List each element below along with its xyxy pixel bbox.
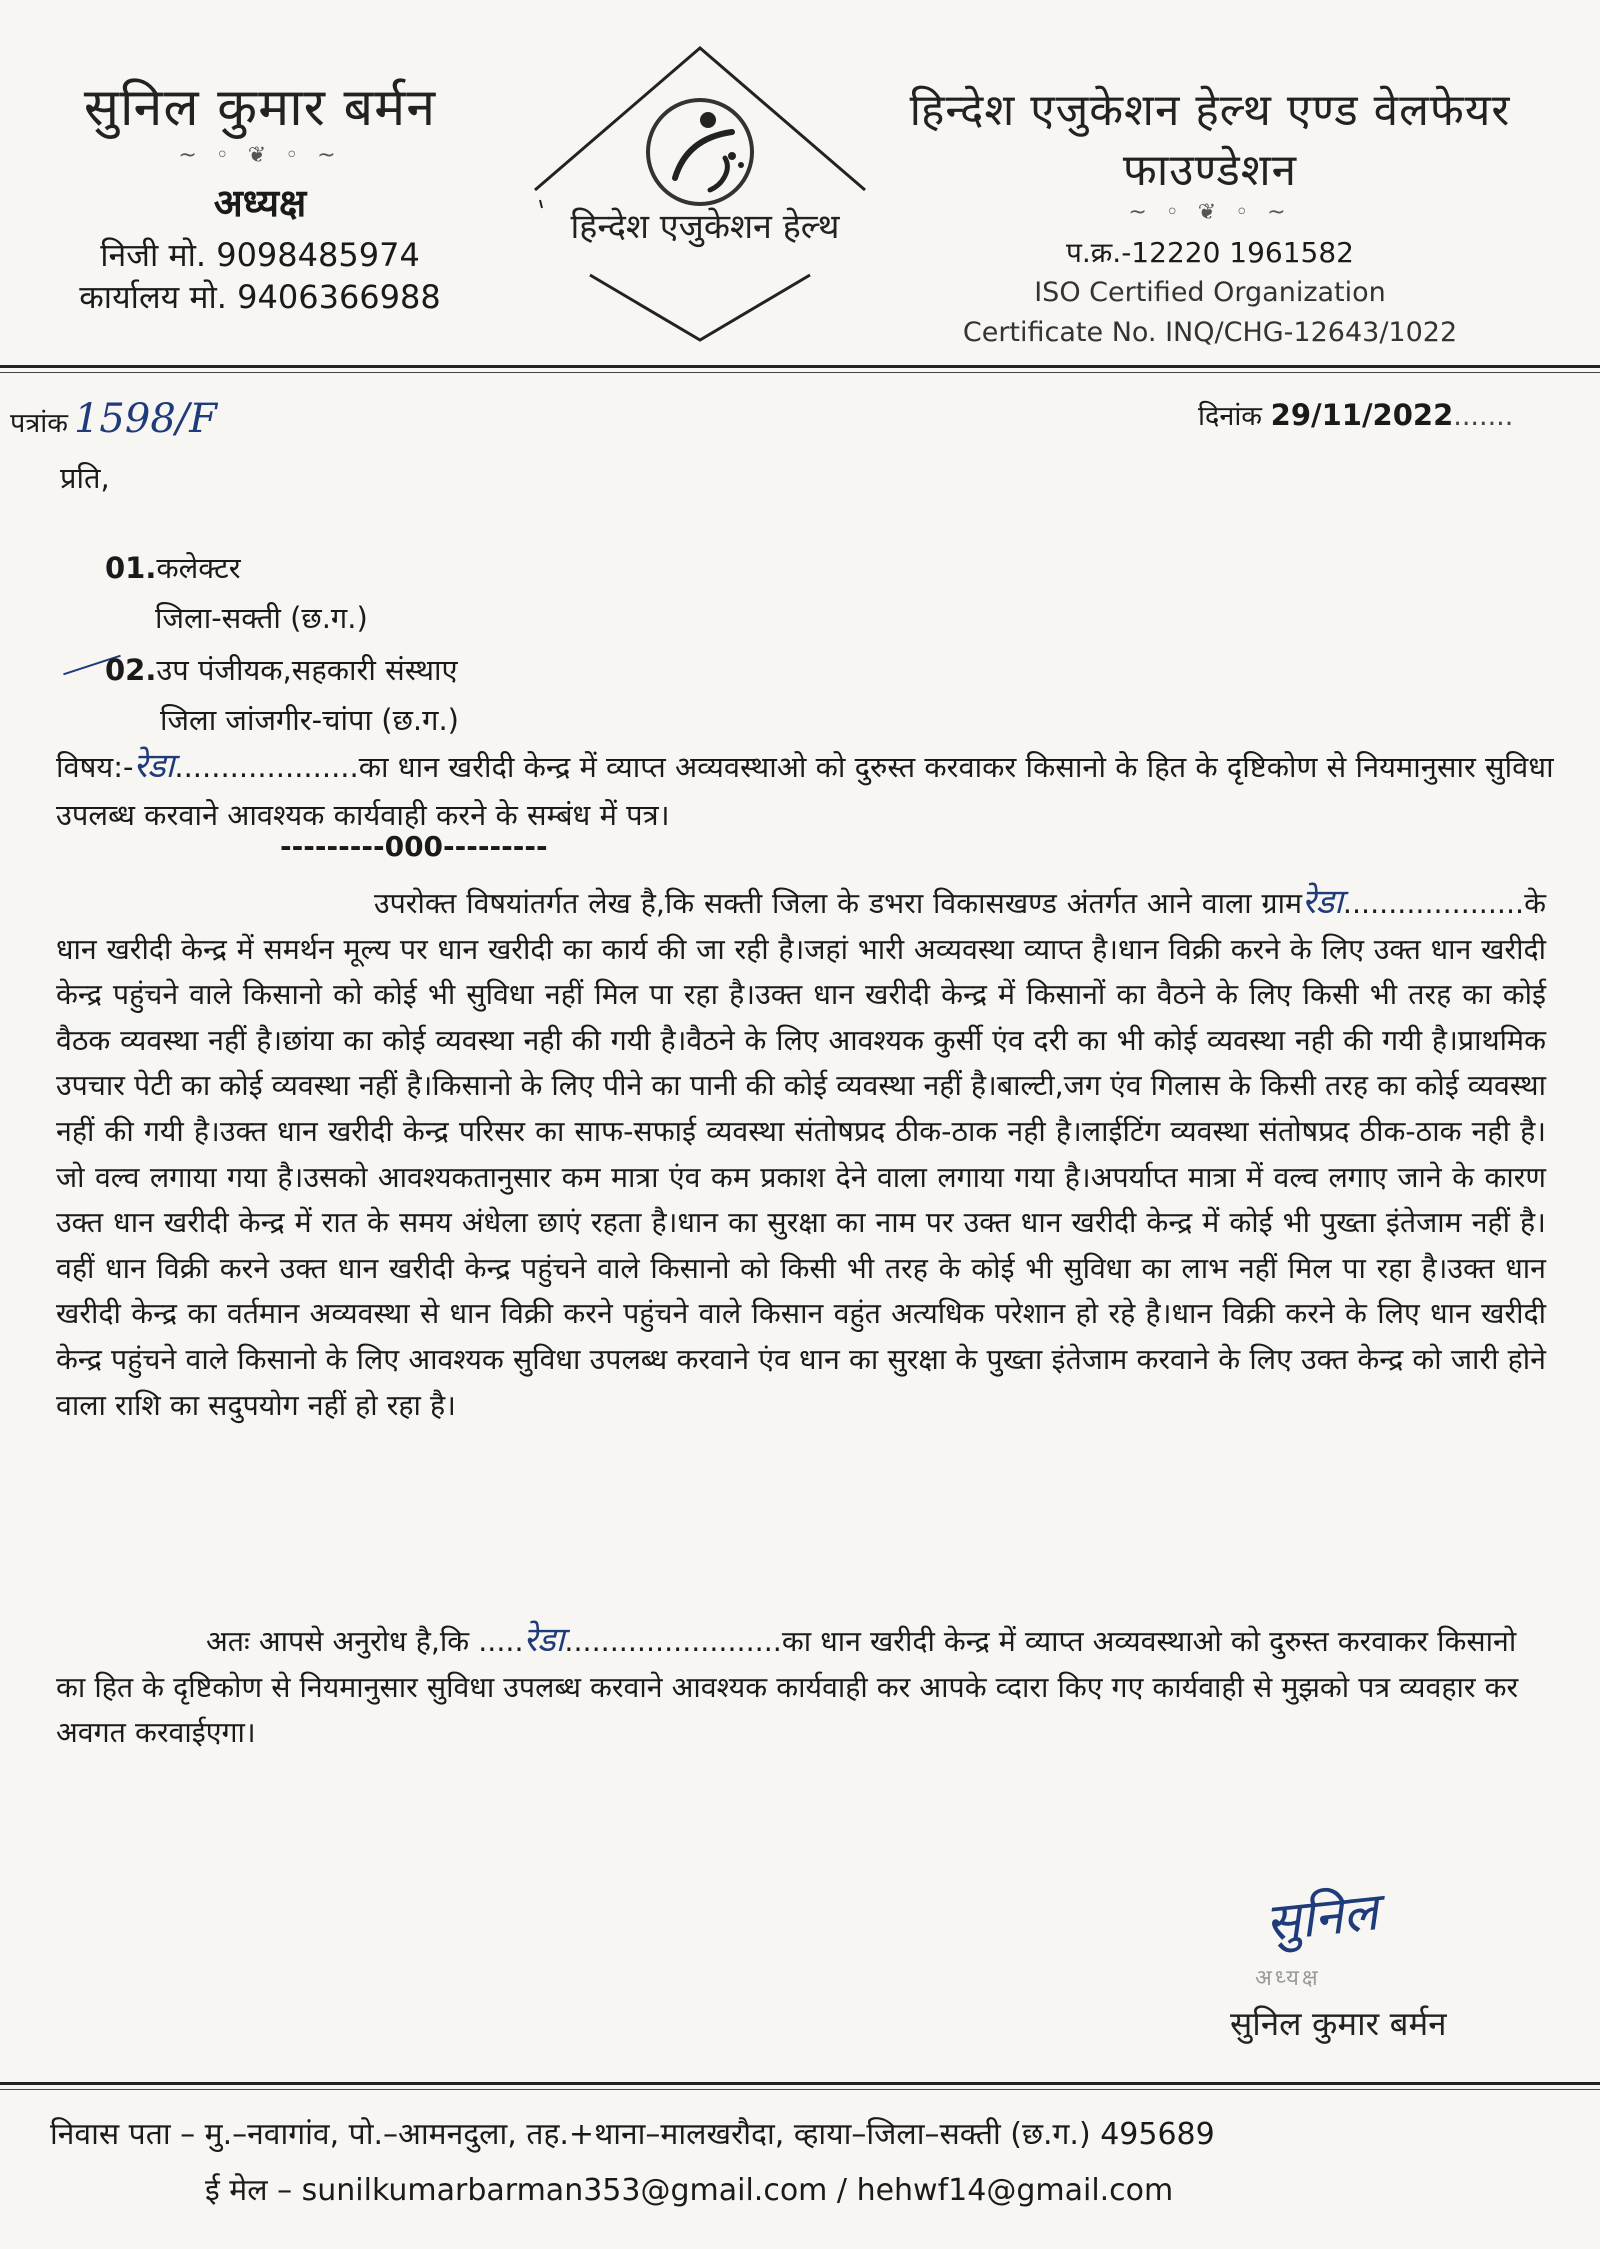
header-divider-thin xyxy=(0,372,1600,373)
village-handwritten-fill: रेडा xyxy=(1302,882,1343,922)
date-line: दिनांक 29/11/2022....... xyxy=(1198,398,1514,432)
addressee-2-place: जिला जांजगीर-चांपा (छ.ग.) xyxy=(160,703,459,737)
footer-divider xyxy=(0,2082,1600,2085)
body-main: के धान खरीदी केन्द्र में समर्थन मूल्य पर धान खरीदी का कार्य की जा रही है।जहां भारी अव्यवस्था व्याप्त है।धान विक्री करने के लिए उक्त धान खरीदी केन्द्र पहुंचने वाले किसानो को कोई भी सुविधा नहीं मिल पा रहा है।उक्त धान खरीदी केन्द्र में किसानों का वैठने के लिए किसी भी तरह का कोई वैठक व्यवस्था नहीं है।छांया का कोई व्यवस्था नही की गयी है।वैठने के लिए आवश्यक कुर्सी एंव दरी का भी कोई व्यवस्था नही की गयी है।प्राथमिक उपचार पेटी का कोई व्यवस्था नहीं है।किसानो के लिए पीने का पानी की कोई व्यवस्था नहीं है।बाल्टी,जग एंव गिलास के किसी तरह का कोई व्यवस्था नहीं की गयी है।उक्त धान खरीदी केन्द्र परिसर का साफ-सफाई व्यवस्था संतोषप्रद ठीक-ठाक नही है।लाईटिंग व्यवस्था संतोषप्रद ठीक-ठाक नही है।जो वल्व लगाया गया है।उसको आवश्यकतानुसार कम मात्रा एंव कम प्रकाश देने वाला लगाया गया है।अपर्याप्त मात्रा में वल्व लगाए जाने के कारण उक्त धान खरीदी केन्द्र में रात के समय अंधेला छाएं रहता है।धान का सुरक्षा का नाम पर उक्त धान खरीदी केन्द्र में कोई भी पुख्ता इंतेजाम नहीं है।वहीं धान विक्री करने उक्त धान खरीदी केन्द्र पहुंचने वाले किसानो को किसी भी तरह के कोई भी सुविधा का लाभ नहीं मिल पा रहा है।उक्त धान खरीदी केन्द्र का वर्तमान अव्यवस्था से धान विक्री करने पहुंचने वाले किसान वहुंत अत्यधिक परेशान हो रहे है।धान विक्री करने के लिए धान खरीदी केन्द्र पहुंचने वाले किसानो के लिए आवश्यक सुविधा उपलब्ध करवाने एंव धान का सुरक्षा के पुख्ता इंतेजाम करवाने के लिए उक्त केन्द्र को जारी होने वाला राशि का सदुपयोग नहीं हो रहा है। xyxy=(56,887,1546,1422)
reference-label: पत्रांक xyxy=(10,408,68,439)
addressee-2-number: 02. xyxy=(105,653,157,687)
registration-number: प.क्र.-12220 1961582 xyxy=(1066,236,1354,269)
request-dots: ........................ xyxy=(564,1625,782,1658)
logo-caption: हिन्देश एजुकेशन हेल्थ xyxy=(570,207,840,247)
reference-line xyxy=(10,396,217,442)
organization-name: हिन्देश एजुकेशन हेल्थ एण्ड वेलफेयर फाउण्डेशन xyxy=(909,85,1511,196)
subject xyxy=(56,742,1556,839)
ornament-divider-right: ~ ◦ ❦ ◦ ~ xyxy=(1128,200,1292,225)
letter-body xyxy=(56,880,1546,1428)
personal-phone: निजी मो. 9098485974 xyxy=(100,236,420,274)
body-dots: .................... xyxy=(1342,887,1525,920)
request-text: का धान खरीदी केन्द्र में व्याप्त अव्यवस्थाओ को दुरुस्त करवाकर किसानो का हित के दृष्टिकोण से नियमानुसार सुविधा उपलब्ध करवाने आवश्यक कार्यवाही कर आपके व्दारा किए गए कार्यवाही से मुझको पत्र व्यवहार कर अवगत करवाईएगा। xyxy=(56,1625,1519,1750)
request-paragraph xyxy=(56,1618,1546,1756)
certificate-number: Certificate No. INQ/CHG-12643/1022 xyxy=(962,317,1458,348)
reference-number: 1598/F xyxy=(73,396,218,442)
addressee-2 xyxy=(105,650,458,689)
signature-stamp: अध्यक्ष xyxy=(1255,1966,1321,1991)
request-dots-lead: ..... xyxy=(469,1625,524,1658)
addressee-2-title: उप पंजीयक,सहकारी संस्थाए xyxy=(156,653,458,687)
ornament-divider: ~ ◦ ❦ ◦ ~ xyxy=(178,143,342,168)
request-handwritten-fill: रेडा xyxy=(523,1620,565,1660)
subject-text: का धान खरीदी केन्द्र में व्याप्त अव्यवस्थाओ को दुरुस्त करवाकर किसानो के हित के दृष्टिकोण से नियमानुसार सुविधा उपलब्ध करवाने आवश्यक कार्यवाही करने के सम्बंध में पत्र। xyxy=(56,750,1554,832)
residence-address: निवास पता – मु.–नवागांव, पो.–आमनदुला, तह.+थाना–मालखरौदा, व्हाया–जिला–सक्ती (छ.ग.) 495689 xyxy=(50,2117,1215,2152)
footer-divider-thin xyxy=(0,2089,1600,2090)
subject-dots: .................... xyxy=(174,750,359,784)
body-intro: उपरोक्त विषयांतर्गत लेख है,कि सक्ती जिला के डभरा विकासखण्ड अंतर्गत आने वाला ग्राम xyxy=(374,887,1303,920)
section-separator: ---------000--------- xyxy=(280,830,548,863)
email-line: ई मेल – sunilkumarbarman353@gmail.com / hehwf14@gmail.com xyxy=(205,2173,1174,2208)
addressee-1-number: 01. xyxy=(105,551,157,585)
addressee-1-title: कलेक्टर xyxy=(156,551,241,585)
handwritten-signature: सुनिल xyxy=(1262,1882,1381,1954)
request-intro: अतः आपसे अनुरोध है,कि xyxy=(206,1625,470,1658)
iso-certification: ISO Certified Organization xyxy=(1034,277,1386,308)
office-phone: कार्यालय मो. 9406366988 xyxy=(79,278,441,316)
subject-label: विषय:- xyxy=(56,750,134,784)
date-label: दिनांक xyxy=(1198,401,1263,432)
letterhead-left xyxy=(30,70,490,318)
date-value: 29/11/2022 xyxy=(1270,398,1454,432)
subject-handwritten-fill: रेडा xyxy=(133,746,175,786)
signatory-name: सुनिल कुमार बर्मन xyxy=(1230,2004,1447,2043)
letterhead-right xyxy=(840,78,1580,353)
header-divider xyxy=(0,365,1600,368)
addressee-1-place: जिला-सक्ती (छ.ग.) xyxy=(155,601,368,635)
president-role: अध्यक्ष xyxy=(213,181,307,225)
president-name: सुनिल कुमार बर्मन xyxy=(83,78,437,138)
salutation: प्रति, xyxy=(60,461,110,495)
addressee-1 xyxy=(105,548,241,587)
